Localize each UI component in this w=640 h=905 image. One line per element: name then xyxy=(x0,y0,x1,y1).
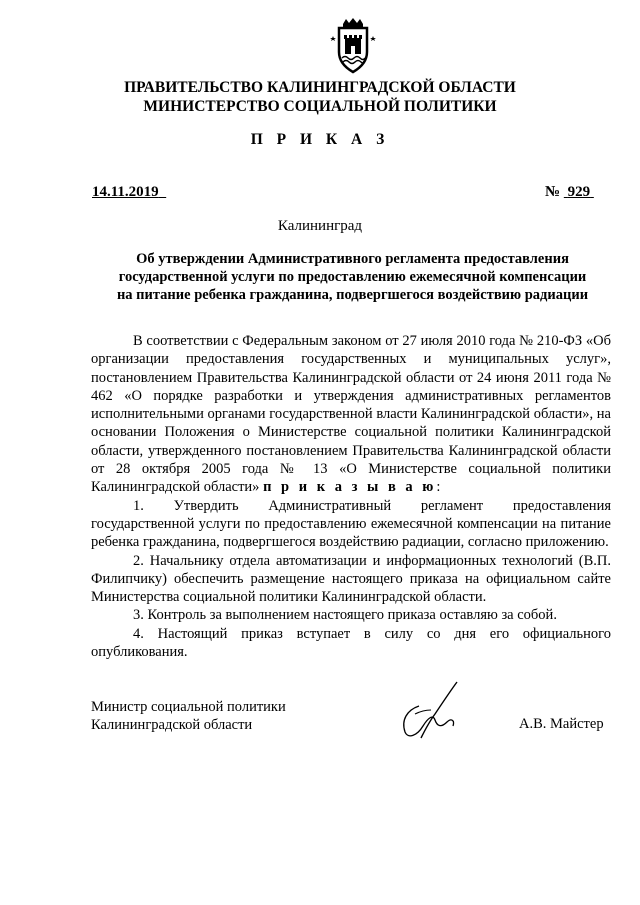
number-prefix: № xyxy=(545,184,561,200)
position-line: Калининградской области xyxy=(91,717,253,734)
signatory-position xyxy=(91,698,286,735)
preamble-paragraph xyxy=(91,332,611,497)
document-body xyxy=(91,332,611,661)
document-type: П Р И К А З xyxy=(250,131,390,148)
preamble-text: В соответствии с Федеральным законом от 27 июля 2010 года № 210-ФЗ «Об организации предоставления государственных и муниципальных услуг», постановлением Правительства Калининградской области от 24 июня 2011 года № 462 «О порядке разработки и утверждения административных регламентов исполнительными органами государственной власти Калининградской области», на основании Положения о Министерстве социальной политики Калининградской области, утвержденного постановлением Правительства Калининградской области от 28 октября 2005 года № 13 «О Министерстве социальной политики Калининградской области» xyxy=(91,333,611,496)
document-date xyxy=(92,184,166,201)
position-line: Министр социальной политики xyxy=(91,699,286,715)
order-item-4: 4. Настоящий приказ вступает в силу со дня его официального опубликования. xyxy=(91,625,611,661)
signatory-name: А.В. Майстер xyxy=(519,716,604,732)
header-ministry: МИНИСТЕРСТВО СОЦИАЛЬНОЙ ПОЛИТИКИ xyxy=(143,98,497,115)
order-word: п р и к а з ы в а ю xyxy=(263,479,437,496)
number-value: 929 xyxy=(567,184,591,200)
signature-icon xyxy=(395,680,473,742)
document-number xyxy=(545,184,594,201)
order-item-3: 3. Контроль за выполнением настоящего приказа оставляю за собой. xyxy=(133,607,557,624)
document-city: Калининград xyxy=(277,218,363,234)
document-header xyxy=(0,78,640,116)
date-value: 14.11.2019 xyxy=(92,184,159,200)
subject-line: государственной услуги по предоставлению ежемесячной компенсации xyxy=(118,269,587,285)
order-colon: : xyxy=(436,479,441,496)
order-item-2: 2. Начальнику отдела автоматизации и информационных технологий (В.П. Филипчику) обеспечить размещение настоящего приказа на официальном сайте Министерства социальной политики Калининградской области. xyxy=(91,552,611,606)
coat-of-arms-icon xyxy=(330,18,376,74)
subject-line: Об утверждении Административного регламента предоставления xyxy=(136,251,569,267)
subject-line: на питание ребенка гражданина, подвергшегося воздействию радиации xyxy=(116,287,589,303)
document-subject xyxy=(90,250,615,304)
order-item-1: 1. Утвердить Административный регламент предоставления государственной услуги по предоставлению ежемесячной компенсации на питание ребенка гражданина, подвергшегося воздействию радиации, согласно приложению. xyxy=(91,497,611,551)
header-government: ПРАВИТЕЛЬСТВО КАЛИНИНГРАДСКОЙ ОБЛАСТИ xyxy=(124,79,516,96)
